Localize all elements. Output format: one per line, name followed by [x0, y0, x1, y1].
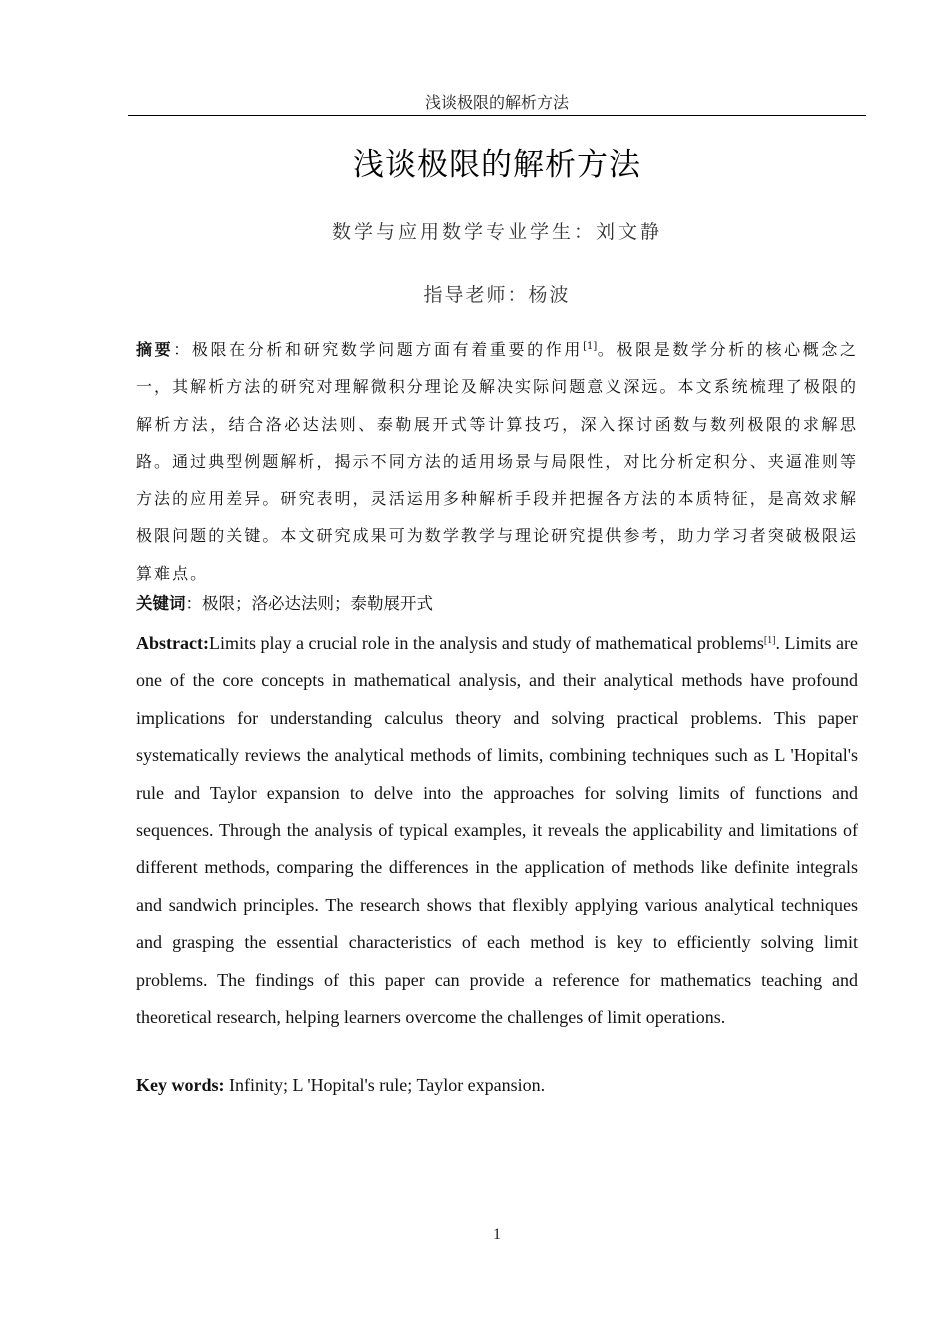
- chinese-keywords: [136, 588, 858, 620]
- advisor-line: 指导老师：杨波: [423, 284, 571, 306]
- chinese-abstract-colon: ：: [173, 340, 192, 359]
- english-abstract: [136, 622, 858, 1036]
- chinese-keywords-colon: ：: [185, 594, 202, 613]
- chinese-keywords-text: 极限；洛必达法则；泰勒展开式: [202, 594, 433, 613]
- english-abstract-citation: [1]: [763, 635, 776, 646]
- chinese-abstract: [136, 328, 858, 592]
- chinese-abstract-label: 摘要: [136, 340, 174, 359]
- english-keywords: [136, 1069, 858, 1101]
- paper-title: 浅谈极限的解析方法: [353, 147, 641, 183]
- page-number: 1: [493, 1226, 501, 1243]
- running-header: 浅谈极限的解析方法: [424, 93, 569, 112]
- english-keywords-text: Infinity; L 'Hopital's rule; Taylor expansion.: [224, 1075, 546, 1095]
- chinese-abstract-citation: [1]: [583, 341, 598, 352]
- english-keywords-label: Key words:: [136, 1075, 225, 1095]
- chinese-abstract-text-start: 极限在分析和研究数学问题方面有着重要的作用: [191, 340, 584, 359]
- header-rule: [128, 115, 866, 116]
- chinese-keywords-label: 关键词: [136, 594, 186, 613]
- english-abstract-text-start: Limits play a crucial role in the analysis and study of mathematical problems: [208, 633, 764, 653]
- author-line: 数学与应用数学专业学生：刘文静: [331, 221, 662, 243]
- english-abstract-label: Abstract:: [136, 633, 209, 653]
- english-abstract-text-rest: . Limits are one of the core concepts in mathematical analysis, and their analytical methods have profound implications for understanding calculus theory and solving practical problems. This paper systematically reviews the analytical methods of limits, combining techniques such as L 'Hopital's rule and Taylor expansion to delve into the approaches for solving limits of functions and sequences. Through the analysis of typical examples, it reveals the applicability and limitations of different methods, comparing the differences in the application of methods like definite integrals and sandwich principles. The research shows that flexibly applying various analytical techniques and grasping the essential characteristics of each method is key to efficiently solving limit problems. The findings of this paper can provide a reference for mathematics teaching and theoretical research, helping learners overcome the challenges of limit operations.: [136, 633, 858, 1028]
- chinese-abstract-text-rest: 。极限是数学分析的核心概念之一，其解析方法的研究对理解微积分理论及解决实际问题意义深远。本文系统梳理了极限的解析方法，结合洛必达法则、泰勒展开式等计算技巧，深入探讨函数与数列极限的求解思路。通过典型例题解析，揭示不同方法的适用场景与局限性，对比分析定积分、夹逼准则等方法的应用差异。研究表明，灵活运用多种解析手段并把握各方法的本质特征，是高效求解极限问题的关键。本文研究成果可为数学教学与理论研究提供参考，助力学习者突破极限运算难点。: [136, 340, 859, 583]
